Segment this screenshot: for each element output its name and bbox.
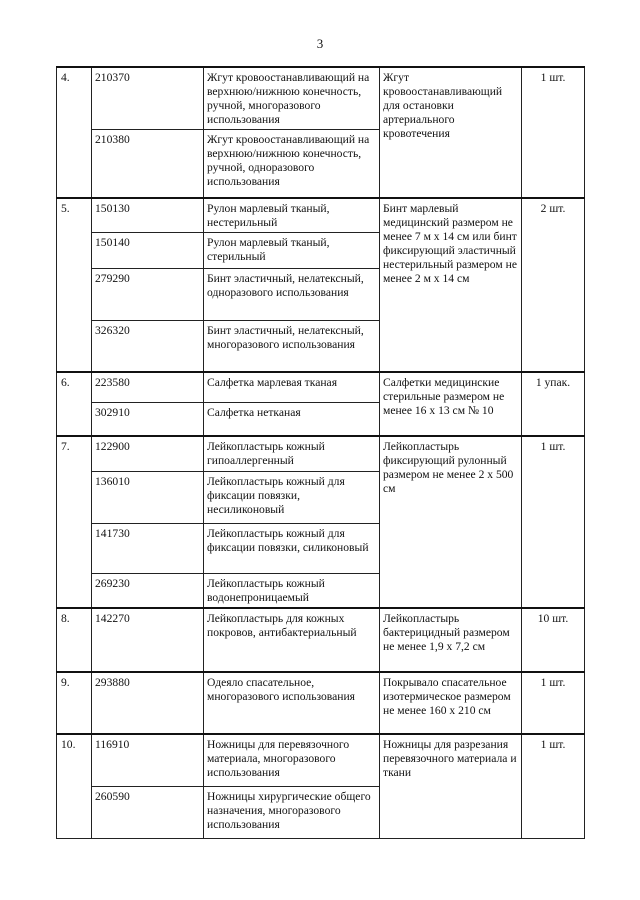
item-code: 223580 bbox=[92, 372, 204, 402]
item-number: 6. bbox=[57, 372, 92, 436]
table-row bbox=[57, 608, 585, 672]
item-number: 9. bbox=[57, 672, 92, 734]
item-code: 279290 bbox=[92, 268, 204, 320]
item-quantity: 10 шт. bbox=[522, 608, 585, 672]
item-number: 10. bbox=[57, 734, 92, 838]
item-requirement: Салфетки медицинские стерильные размером не менее 16 x 13 см № 10 bbox=[380, 372, 522, 436]
item-name: Лейкопластырь кожный для фиксации повязки, несиликоновый bbox=[204, 471, 380, 523]
item-number: 5. bbox=[57, 198, 92, 373]
table-row bbox=[57, 372, 585, 402]
item-requirement: Ножницы для разрезания перевязочного материала и ткани bbox=[380, 734, 522, 838]
medical-items-table bbox=[56, 66, 585, 839]
item-quantity: 1 шт. bbox=[522, 734, 585, 838]
item-name: Лейкопластырь для кожных покровов, антибактериальный bbox=[204, 608, 380, 672]
item-code: 326320 bbox=[92, 320, 204, 372]
item-code: 122900 bbox=[92, 436, 204, 471]
item-quantity: 1 шт. bbox=[522, 67, 585, 198]
item-number: 7. bbox=[57, 436, 92, 608]
item-name: Лейкопластырь кожный водонепроницаемый bbox=[204, 573, 380, 608]
item-name: Салфетка нетканая bbox=[204, 402, 380, 436]
item-code: 116910 bbox=[92, 734, 204, 786]
table-row bbox=[57, 734, 585, 786]
table-row bbox=[57, 67, 585, 130]
item-quantity: 2 шт. bbox=[522, 198, 585, 373]
item-code: 302910 bbox=[92, 402, 204, 436]
table-row bbox=[57, 198, 585, 233]
item-code: 293880 bbox=[92, 672, 204, 734]
item-name: Жгут кровоостанавливающий на верхнюю/нижнюю конечность, ручной, одноразового использования bbox=[204, 130, 380, 198]
item-code: 142270 bbox=[92, 608, 204, 672]
item-requirement: Лейкопластырь бактерицидный размером не менее 1,9 x 7,2 см bbox=[380, 608, 522, 672]
item-requirement: Покрывало спасательное изотермическое размером не менее 160 x 210 см bbox=[380, 672, 522, 734]
page-number: 3 bbox=[316, 36, 324, 51]
item-name: Ножницы хирургические общего назначения, многоразового использования bbox=[204, 786, 380, 838]
item-number: 8. bbox=[57, 608, 92, 672]
item-code: 141730 bbox=[92, 523, 204, 573]
item-code: 150140 bbox=[92, 232, 204, 268]
item-requirement: Бинт марлевый медицинский размером не менее 7 м x 14 см или бинт фиксирующий эластичный нестерильный размером не менее 2 м x 14 см bbox=[380, 198, 522, 373]
item-name: Ножницы для перевязочного материала, многоразового использования bbox=[204, 734, 380, 786]
item-name: Бинт эластичный, нелатексный, многоразового использования bbox=[204, 320, 380, 372]
item-code: 150130 bbox=[92, 198, 204, 233]
item-name: Жгут кровоостанавливающий на верхнюю/нижнюю конечность, ручной, многоразового использования bbox=[204, 67, 380, 130]
item-name: Лейкопластырь кожный для фиксации повязки, силиконовый bbox=[204, 523, 380, 573]
item-code: 136010 bbox=[92, 471, 204, 523]
item-quantity: 1 упак. bbox=[522, 372, 585, 436]
item-name: Рулон марлевый тканый, нестерильный bbox=[204, 198, 380, 233]
item-name: Бинт эластичный, нелатексный, одноразового использования bbox=[204, 268, 380, 320]
item-name: Лейкопластырь кожный гипоаллергенный bbox=[204, 436, 380, 471]
item-name: Рулон марлевый тканый, стерильный bbox=[204, 232, 380, 268]
item-quantity: 1 шт. bbox=[522, 672, 585, 734]
table-row bbox=[57, 672, 585, 734]
item-quantity: 1 шт. bbox=[522, 436, 585, 608]
item-requirement: Лейкопластырь фиксирующий рулонный размером не менее 2 x 500 см bbox=[380, 436, 522, 608]
table-row bbox=[57, 436, 585, 471]
item-code: 210370 bbox=[92, 67, 204, 130]
item-code: 210380 bbox=[92, 130, 204, 198]
item-number: 4. bbox=[57, 67, 92, 198]
item-name: Салфетка марлевая тканая bbox=[204, 372, 380, 402]
item-code: 260590 bbox=[92, 786, 204, 838]
item-name: Одеяло спасательное, многоразового использования bbox=[204, 672, 380, 734]
item-code: 269230 bbox=[92, 573, 204, 608]
item-requirement: Жгут кровоостанавливающий для остановки артериального кровотечения bbox=[380, 67, 522, 198]
